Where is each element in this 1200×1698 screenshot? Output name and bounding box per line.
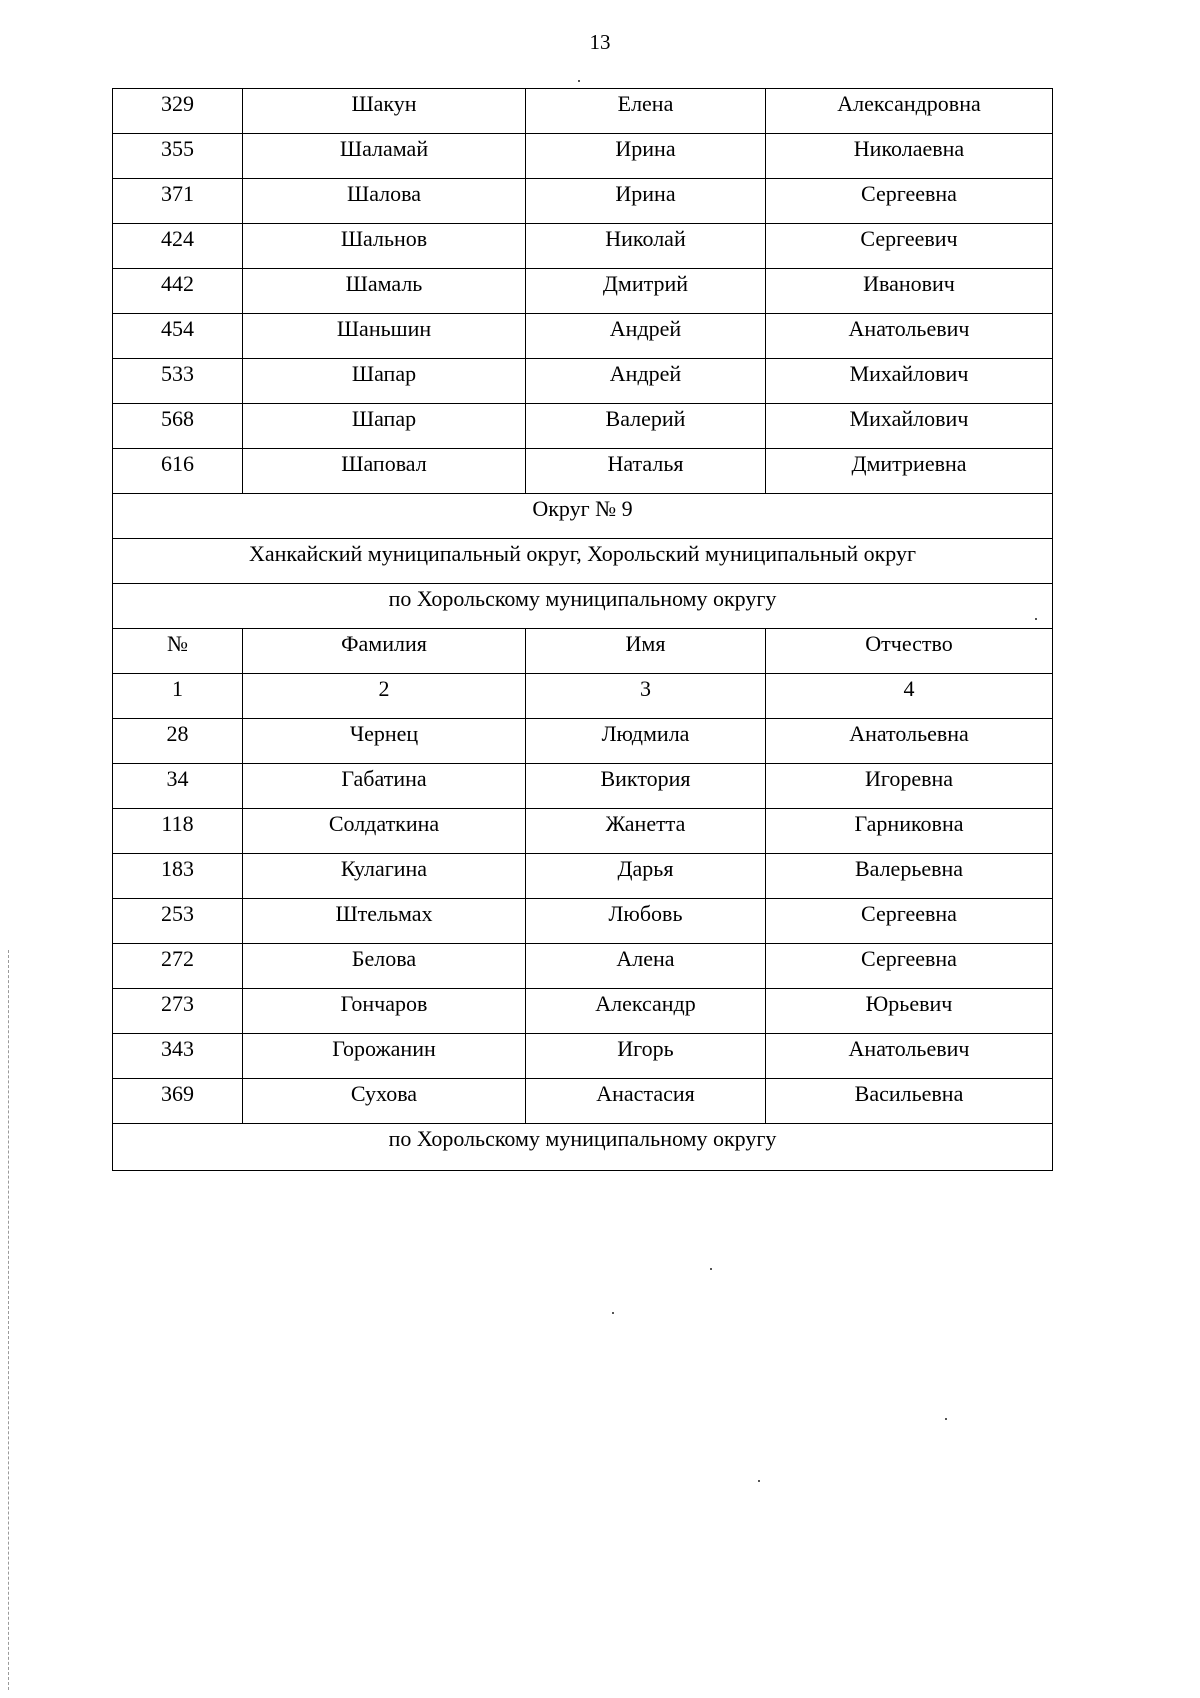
cell-patronymic: Сергеевна — [766, 944, 1053, 989]
cell-patronymic: Александровна — [766, 89, 1053, 134]
cell-surname: Шакун — [243, 89, 526, 134]
cell-surname: Кулагина — [243, 854, 526, 899]
cell-name: Ирина — [526, 134, 766, 179]
cell-number: 34 — [113, 764, 243, 809]
cell-surname: Шалова — [243, 179, 526, 224]
cell-name: Любовь — [526, 899, 766, 944]
table-row — [113, 179, 1053, 224]
cell-number: 442 — [113, 269, 243, 314]
cell-number: 616 — [113, 449, 243, 494]
cell-number: 454 — [113, 314, 243, 359]
cell-surname: Сухова — [243, 1079, 526, 1124]
table-row — [113, 404, 1053, 449]
footer-section-row — [113, 1124, 1053, 1171]
column-number: 4 — [766, 674, 1053, 719]
header-patronymic: Отчество — [766, 629, 1053, 674]
table-row — [113, 899, 1053, 944]
header-name: Имя — [526, 629, 766, 674]
table-row — [113, 1034, 1053, 1079]
district-title: Округ № 9 — [113, 494, 1053, 539]
cell-name: Александр — [526, 989, 766, 1034]
cell-surname: Шальнов — [243, 224, 526, 269]
cell-surname: Солдаткина — [243, 809, 526, 854]
table-row — [113, 854, 1053, 899]
header-row — [113, 629, 1053, 674]
cell-patronymic: Дмитриевна — [766, 449, 1053, 494]
table-row — [113, 449, 1053, 494]
cell-number: 369 — [113, 1079, 243, 1124]
cell-name: Жанетта — [526, 809, 766, 854]
cell-number: 355 — [113, 134, 243, 179]
table-row — [113, 89, 1053, 134]
table-row — [113, 1079, 1053, 1124]
cell-surname: Шапар — [243, 359, 526, 404]
cell-surname: Белова — [243, 944, 526, 989]
cell-number: 272 — [113, 944, 243, 989]
table-row — [113, 764, 1053, 809]
table-row — [113, 134, 1053, 179]
cell-patronymic: Сергеевич — [766, 224, 1053, 269]
cell-patronymic: Юрьевич — [766, 989, 1053, 1034]
members-table — [112, 88, 1053, 1171]
cell-number: 273 — [113, 989, 243, 1034]
cell-surname: Габатина — [243, 764, 526, 809]
cell-name: Людмила — [526, 719, 766, 764]
cell-number: 371 — [113, 179, 243, 224]
district-title-row — [113, 494, 1053, 539]
cell-number: 343 — [113, 1034, 243, 1079]
cell-name: Алена — [526, 944, 766, 989]
cell-patronymic: Васильевна — [766, 1079, 1053, 1124]
cell-number: 28 — [113, 719, 243, 764]
cell-name: Игорь — [526, 1034, 766, 1079]
cell-patronymic: Михайлович — [766, 404, 1053, 449]
cell-patronymic: Валерьевна — [766, 854, 1053, 899]
cell-name: Анастасия — [526, 1079, 766, 1124]
cell-number: 329 — [113, 89, 243, 134]
cell-number: 253 — [113, 899, 243, 944]
cell-number: 533 — [113, 359, 243, 404]
cell-patronymic: Михайлович — [766, 359, 1053, 404]
district-subtitle-row — [113, 539, 1053, 584]
cell-name: Николай — [526, 224, 766, 269]
cell-patronymic: Анатольевна — [766, 719, 1053, 764]
table-row — [113, 314, 1053, 359]
cell-number: 183 — [113, 854, 243, 899]
cell-surname: Гончаров — [243, 989, 526, 1034]
table-row — [113, 224, 1053, 269]
cell-name: Андрей — [526, 314, 766, 359]
cell-patronymic: Игоревна — [766, 764, 1053, 809]
cell-surname: Шамаль — [243, 269, 526, 314]
table-row — [113, 359, 1053, 404]
cell-number: 568 — [113, 404, 243, 449]
table-row — [113, 989, 1053, 1034]
cell-surname: Шаповал — [243, 449, 526, 494]
cell-name: Андрей — [526, 359, 766, 404]
cell-name: Елена — [526, 89, 766, 134]
column-number-row — [113, 674, 1053, 719]
table-row — [113, 809, 1053, 854]
cell-name: Валерий — [526, 404, 766, 449]
section-title: по Хорольскому муниципальному округу — [113, 584, 1053, 629]
cell-surname: Горожанин — [243, 1034, 526, 1079]
page-number: 13 — [589, 30, 611, 54]
cell-name: Наталья — [526, 449, 766, 494]
cell-patronymic: Анатольевич — [766, 1034, 1053, 1079]
column-number: 2 — [243, 674, 526, 719]
header-number: № — [113, 629, 243, 674]
district-subtitle: Ханкайский муниципальный округ, Хорольский муниципальный округ — [113, 539, 1053, 584]
cell-number: 424 — [113, 224, 243, 269]
cell-surname: Шаламай — [243, 134, 526, 179]
cell-patronymic: Николаевна — [766, 134, 1053, 179]
section-title-row — [113, 584, 1053, 629]
table-row — [113, 269, 1053, 314]
cell-patronymic: Сергеевна — [766, 899, 1053, 944]
header-surname: Фамилия — [243, 629, 526, 674]
cell-name: Дмитрий — [526, 269, 766, 314]
cell-patronymic: Иванович — [766, 269, 1053, 314]
cell-patronymic: Гарниковна — [766, 809, 1053, 854]
scan-margin-marks — [8, 950, 11, 1690]
cell-surname: Шаньшин — [243, 314, 526, 359]
cell-surname: Шапар — [243, 404, 526, 449]
cell-surname: Чернец — [243, 719, 526, 764]
cell-name: Ирина — [526, 179, 766, 224]
cell-patronymic: Анатольевич — [766, 314, 1053, 359]
column-number: 3 — [526, 674, 766, 719]
cell-patronymic: Сергеевна — [766, 179, 1053, 224]
column-number: 1 — [113, 674, 243, 719]
cell-name: Дарья — [526, 854, 766, 899]
table-row — [113, 719, 1053, 764]
cell-surname: Штельмах — [243, 899, 526, 944]
cell-name: Виктория — [526, 764, 766, 809]
cell-number: 118 — [113, 809, 243, 854]
table-row — [113, 944, 1053, 989]
footer-section-title: по Хорольскому муниципальному округу — [113, 1124, 1053, 1171]
